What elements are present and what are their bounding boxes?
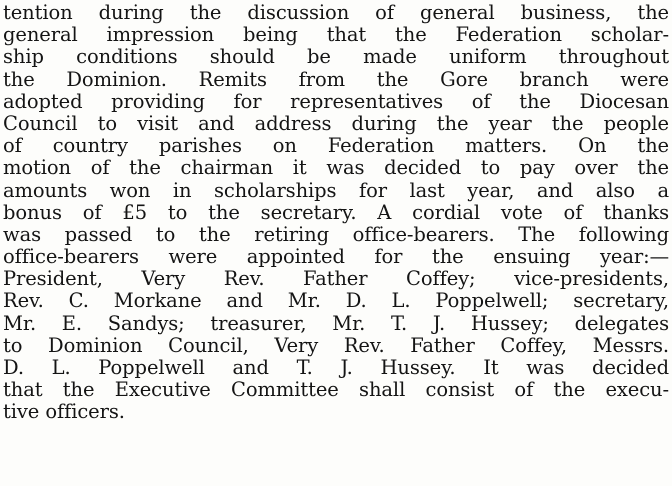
- article-line: President, Very Rev. Father Coffey; vice-presidents,: [3, 268, 669, 291]
- article-line: Council to visit and address during the year the people: [3, 112, 669, 135]
- article-line: that the Executive Committee shall consist of the execu-: [3, 379, 669, 402]
- article-line: ship conditions should be made uniform throughout: [3, 46, 669, 69]
- article-line: [3, 424, 669, 446]
- article-line: Mr. E. Sandys; treasurer, Mr. T. J. Hussey; delegates: [3, 312, 669, 335]
- article-column: [3, 2, 669, 446]
- article-line: bonus of £5 to the secretary. A cordial vote of thanks: [3, 201, 669, 224]
- article-line: adopted providing for representatives of the Diocesan: [3, 90, 669, 113]
- article-line: general impression being that the Federation scholar-: [3, 24, 669, 47]
- article-line: tive officers.: [3, 401, 125, 424]
- article-line: office-bearers were appointed for the ensuing year:—: [3, 246, 669, 269]
- article-line: the Dominion. Remits from the Gore branch were: [3, 68, 669, 91]
- article-line: Rev. C. Morkane and Mr. D. L. Poppelwell; secretary,: [3, 290, 669, 313]
- article-line: motion of the chairman it was decided to pay over the: [3, 157, 669, 180]
- article-line: amounts won in scholarships for last year, and also a: [3, 179, 669, 202]
- article-line: was passed to the retiring office-bearers. The following: [3, 223, 669, 246]
- article-line: D. L. Poppelwell and T. J. Hussey. It was decided: [3, 357, 669, 379]
- article-line: of country parishes on Federation matters. On the: [3, 135, 669, 158]
- article-line: to Dominion Council, Very Rev. Father Coffey, Messrs.: [3, 334, 669, 357]
- article-line: tention during the discussion of general business, the: [3, 2, 669, 24]
